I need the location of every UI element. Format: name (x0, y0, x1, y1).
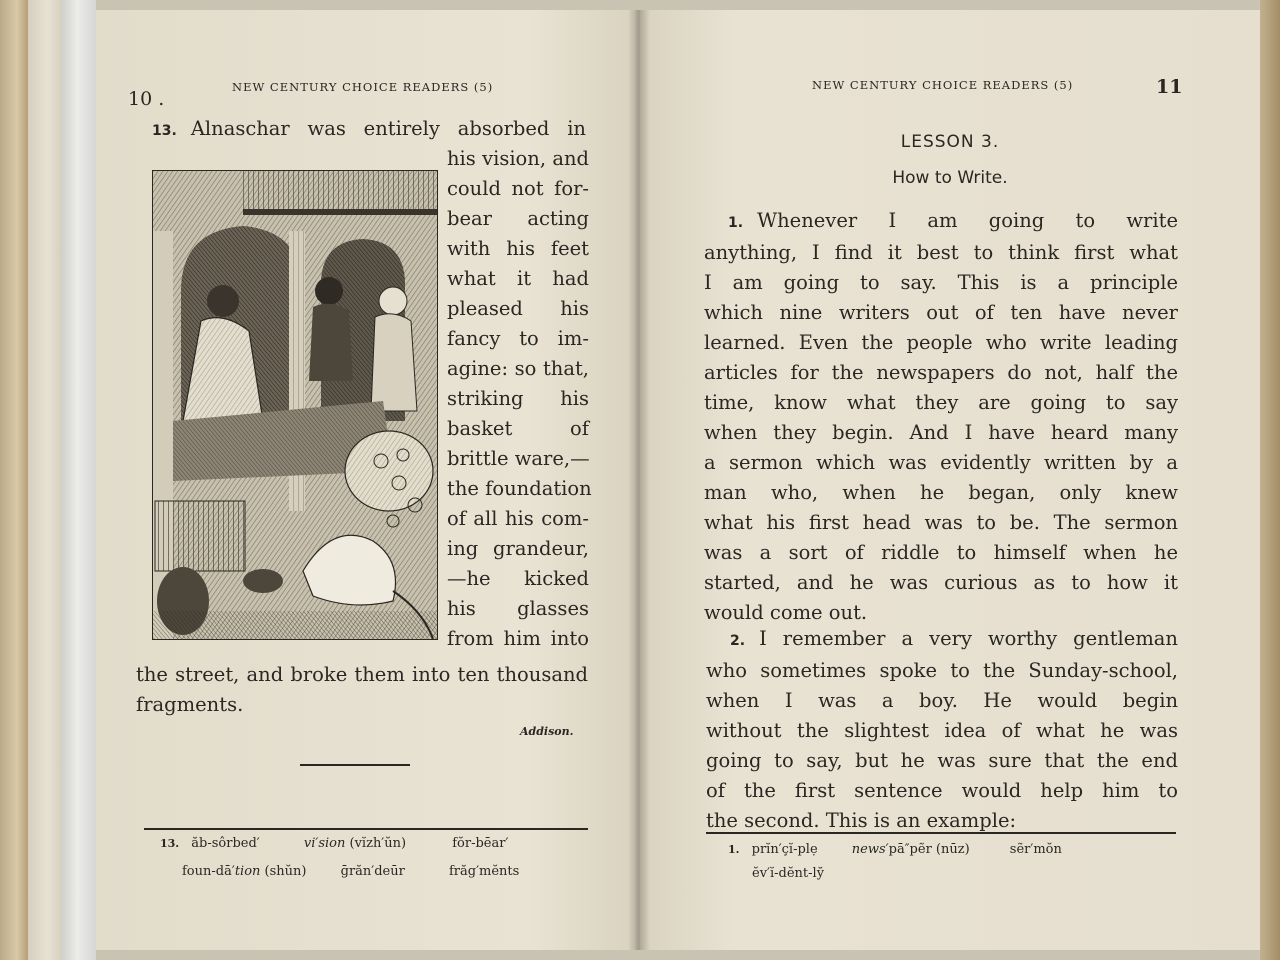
text-line: started, and he was curious as to how it (704, 571, 1178, 594)
text-line: would come out. (704, 601, 868, 624)
engraving-illustration (152, 170, 438, 640)
text-line: I remember a very worthy gentleman (759, 627, 1178, 650)
left-wrapped-column (447, 144, 592, 654)
paragraph-number: 1. (728, 215, 744, 231)
text-line: striking his (447, 387, 589, 410)
text-line: the second. This is an example: (706, 809, 1017, 832)
text-line: Whenever I am going to write (757, 209, 1178, 232)
text-line: of all his com- (447, 507, 589, 530)
text-line: ing grandeur, (447, 537, 589, 560)
left-footnote-row-1 (160, 836, 508, 851)
author-attribution: Addison. (520, 725, 574, 738)
left-footnote-row-2 (182, 864, 519, 879)
footnote-word: ĕv′ĭ-dĕnt-ly̆ (752, 866, 825, 881)
text-line: anything, I find it best to think first what (704, 241, 1178, 264)
footnote-rule-right (706, 832, 1176, 834)
left-final-lines (136, 660, 588, 720)
text-line: basket of (447, 417, 589, 440)
text-line: the foundation (447, 477, 592, 500)
lesson-title: LESSON 3. (900, 132, 1000, 152)
lesson-subtitle: How to Write. (892, 168, 1008, 188)
text-line: when I was a boy. He would begin (706, 689, 1178, 712)
left-page-number: 10 . (128, 88, 165, 110)
footnote-rule-left (144, 828, 588, 830)
text-line: what his first head was to be. The sermon (704, 511, 1178, 534)
text-line: could not for- (447, 177, 589, 200)
text-line: without the slightest idea of what he was (706, 719, 1178, 742)
footnote-word: (shŭn) (264, 864, 307, 879)
footnote-word: ăb-sôrbed′ (191, 836, 260, 851)
text-line: bear acting (447, 207, 589, 230)
text-line: pleased his (447, 297, 589, 320)
text-line: of the first sentence would help him to (706, 779, 1178, 802)
paragraph-number: 2. (730, 633, 746, 649)
left-first-line (152, 114, 586, 146)
footnote-word: fŏr-bēar′ (452, 836, 509, 851)
text-line: was a sort of riddle to himself when he (704, 541, 1178, 564)
right-paragraph-1 (704, 206, 1178, 628)
text-line: the street, and broke them into ten thousand (136, 663, 588, 686)
footnote-word: foun-dā′ (182, 864, 235, 879)
section-divider (300, 764, 410, 766)
book-binding-left (0, 0, 28, 960)
text-line: who sometimes spoke to the Sunday-school, (706, 659, 1178, 682)
text-line: brittle ware,— (447, 447, 590, 470)
text-line: from him into (447, 627, 589, 650)
engraving-drawing (153, 171, 437, 639)
glass-reflection (62, 0, 96, 960)
footnote-word: frăg′mĕnts (448, 864, 520, 879)
right-footnote-row-1 (728, 842, 1062, 857)
right-page-number: 11 (1156, 76, 1183, 98)
footnote-word: vi′sion (303, 836, 346, 851)
footnote-word: ḡrăn′deūr (340, 864, 405, 879)
footnote-word: tion (234, 864, 261, 879)
footnote-word: prĭn′çĭ-plẹ (751, 842, 818, 857)
footnote-word: (vĭzh′ŭn) (349, 836, 407, 851)
book-binding-right (1260, 0, 1280, 960)
text-line: I am going to say. This is a principle (704, 271, 1178, 294)
text-line: agine: so that, (447, 357, 589, 380)
text-line: when they begin. And I have heard many (704, 421, 1178, 444)
right-paragraph-2 (706, 624, 1178, 836)
text-line: going to say, but he was sure that the end (706, 749, 1178, 772)
text-line: his glasses (447, 597, 589, 620)
text-line: his vision, and (447, 147, 589, 170)
footnote-number: 13. (160, 837, 180, 850)
text-line: fancy to im- (447, 327, 589, 350)
footnote-word: sẽr′mŏn (1009, 842, 1062, 857)
right-running-head: NEW CENTURY CHOICE READERS (5) (812, 78, 1074, 92)
left-running-head: NEW CENTURY CHOICE READERS (5) (232, 80, 494, 94)
text-line: Alnaschar was entirely absorbed in (190, 117, 586, 140)
text-line: learned. Even the people who write leading (704, 331, 1178, 354)
footnote-number: 1. (728, 843, 740, 856)
text-line: time, know what they are going to say (704, 391, 1178, 414)
footnote-word: pā″pẽr (nūz) (888, 842, 970, 857)
text-line: articles for the newspapers do not, half the (704, 361, 1178, 384)
text-line: —he kicked (447, 567, 589, 590)
text-line: man who, when he began, only knew (704, 481, 1178, 504)
text-line: with his feet (447, 237, 589, 260)
paragraph-number: 13. (152, 123, 177, 139)
text-line: fragments. (136, 693, 244, 716)
text-line: what it had (447, 267, 589, 290)
text-line: a sermon which was evidently written by a (704, 451, 1178, 474)
footnote-word: news′ (851, 842, 889, 857)
text-line: which nine writers out of ten have never (704, 301, 1178, 324)
right-footnote-row-2 (752, 866, 824, 881)
